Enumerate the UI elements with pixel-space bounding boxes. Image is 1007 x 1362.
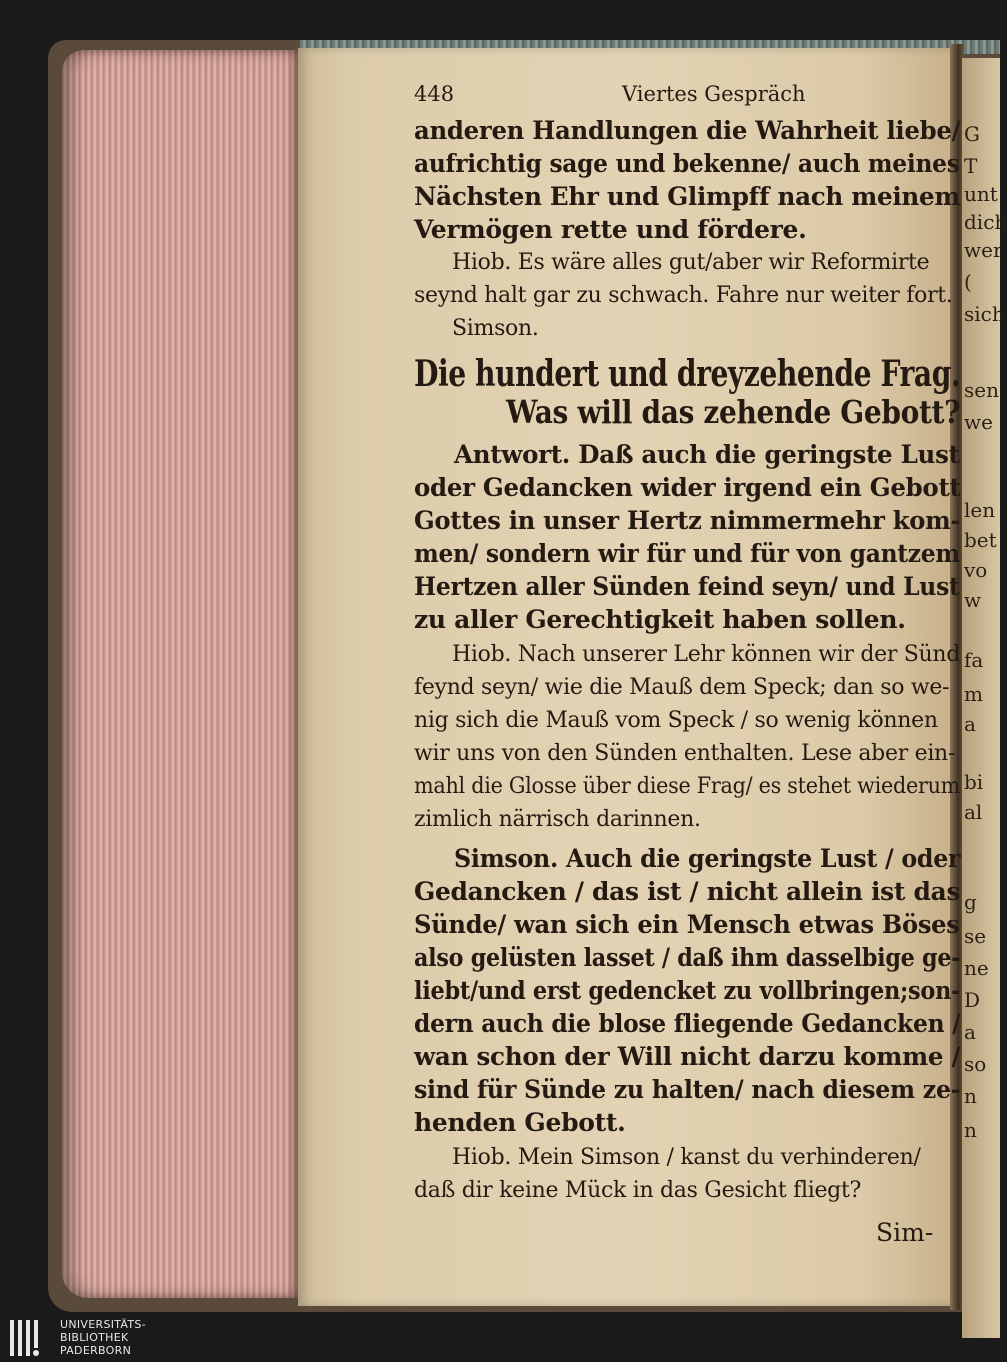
text-line: Gottes in unser Hertz nimmermehr kom-: [414, 506, 961, 535]
text-line: also gelüsten lasset / daß ihm dasselbige ge-: [414, 943, 961, 972]
right-page-line: g: [964, 890, 977, 914]
right-page-line: dich: [964, 210, 1007, 234]
text-line: nig sich die Mauß vom Speck / so wenig können: [414, 708, 938, 733]
text-line: Nächsten Ehr und Glimpff nach meinem: [414, 182, 961, 211]
right-page-line: sen: [964, 378, 999, 402]
right-page-line: a: [964, 1020, 976, 1044]
right-page-line: len: [964, 498, 996, 522]
text-line: dern auch die blose fliegende Gedancken /: [414, 1009, 961, 1038]
right-page-line: we: [964, 410, 993, 434]
text-line: zu aller Gerechtigkeit haben sollen.: [414, 605, 906, 634]
text-line: Simson.: [452, 316, 539, 341]
question-heading: Was will das zehende Gebott?: [506, 393, 961, 431]
text-line: Sünde/ wan sich ein Mensch etwas Böses: [414, 910, 960, 939]
library-logo-icon: [8, 1318, 52, 1358]
page-edges: [62, 50, 300, 1298]
right-page-line: n: [964, 1118, 977, 1142]
running-head: Viertes Gespräch: [622, 82, 806, 106]
text-line: zimlich närrisch darinnen.: [414, 807, 701, 832]
library-name-line2: BIBLIOTHEK: [60, 1331, 129, 1344]
text-line: Gedancken / das ist / nicht allein ist das: [414, 877, 961, 906]
right-page-line: G: [964, 122, 980, 146]
right-page-line: n: [964, 1084, 977, 1108]
text-line: Hiob. Nach unserer Lehr können wir der Sünd: [452, 642, 961, 667]
right-page-line: fa: [964, 648, 984, 672]
text-line: Antwort. Daß auch die geringste Lust: [454, 440, 960, 469]
text-line: anderen Handlungen die Wahrheit liebe/: [414, 116, 961, 145]
library-name-line3: PADERBORN: [60, 1344, 132, 1357]
right-page-line: T: [964, 154, 978, 178]
right-page-line: m: [964, 682, 983, 706]
right-page-line: unt: [964, 182, 998, 206]
right-page-line: bet: [964, 528, 997, 552]
chapter-heading: Die hundert und dreyzehende Frag.: [414, 353, 961, 395]
right-page-line: ne: [964, 956, 989, 980]
text-line: henden Gebott.: [414, 1108, 626, 1137]
right-page-line: bi: [964, 770, 984, 794]
right-page-line: so: [964, 1052, 987, 1076]
right-page-line: D: [964, 988, 981, 1012]
library-logo: [8, 1316, 198, 1362]
text-line: Hertzen aller Sünden feind seyn/ und Lust: [414, 572, 960, 601]
library-name-line1: UNIVERSITÄTS-: [60, 1318, 146, 1331]
right-page-line: al: [964, 800, 983, 824]
right-page-line: vo: [964, 558, 988, 582]
text-line: Simson. Auch die geringste Lust / oder: [454, 844, 961, 873]
catchword: Sim-: [876, 1218, 934, 1247]
text-line: aufrichtig sage und bekenne/ auch meines: [414, 149, 960, 178]
text-line: sind für Sünde zu halten/ nach diesem ze-: [414, 1075, 961, 1104]
library-name: [60, 1318, 146, 1357]
text-line: feynd seyn/ wie die Mauß dem Speck; dan so we-: [414, 675, 950, 700]
page-number: 448: [414, 82, 455, 106]
text-line: daß dir keine Mück in das Gesicht fliegt?: [414, 1178, 862, 1203]
text-line: mahl die Glosse über diese Frag/ es stehet wiederum: [414, 774, 961, 799]
right-page-line: sich: [964, 302, 1005, 326]
text-line: liebt/und erst gedencket zu vollbringen;son-: [414, 976, 961, 1005]
right-page-line: w: [964, 588, 982, 612]
text-line: Hiob. Es wäre alles gut/aber wir Reformirte: [452, 250, 930, 275]
right-page-line: wer: [964, 238, 1003, 262]
right-page-line: a: [964, 712, 976, 736]
right-page-line: (: [964, 270, 972, 294]
text-line: oder Gedancken wider irgend ein Gebott: [414, 473, 961, 502]
text-line: Vermögen rette und fördere.: [414, 215, 807, 244]
text-line: seynd halt gar zu schwach. Fahre nur weiter fort.: [414, 283, 953, 308]
right-page-line: se: [964, 924, 987, 948]
text-line: wan schon der Will nicht darzu komme /: [414, 1042, 961, 1071]
text-line: Hiob. Mein Simson / kanst du verhinderen/: [452, 1145, 921, 1170]
text-line: wir uns von den Sünden enthalten. Lese aber ein-: [414, 741, 956, 766]
text-line: men/ sondern wir für und für von gantzem: [414, 539, 960, 568]
right-page-fragment: [962, 58, 1007, 1338]
